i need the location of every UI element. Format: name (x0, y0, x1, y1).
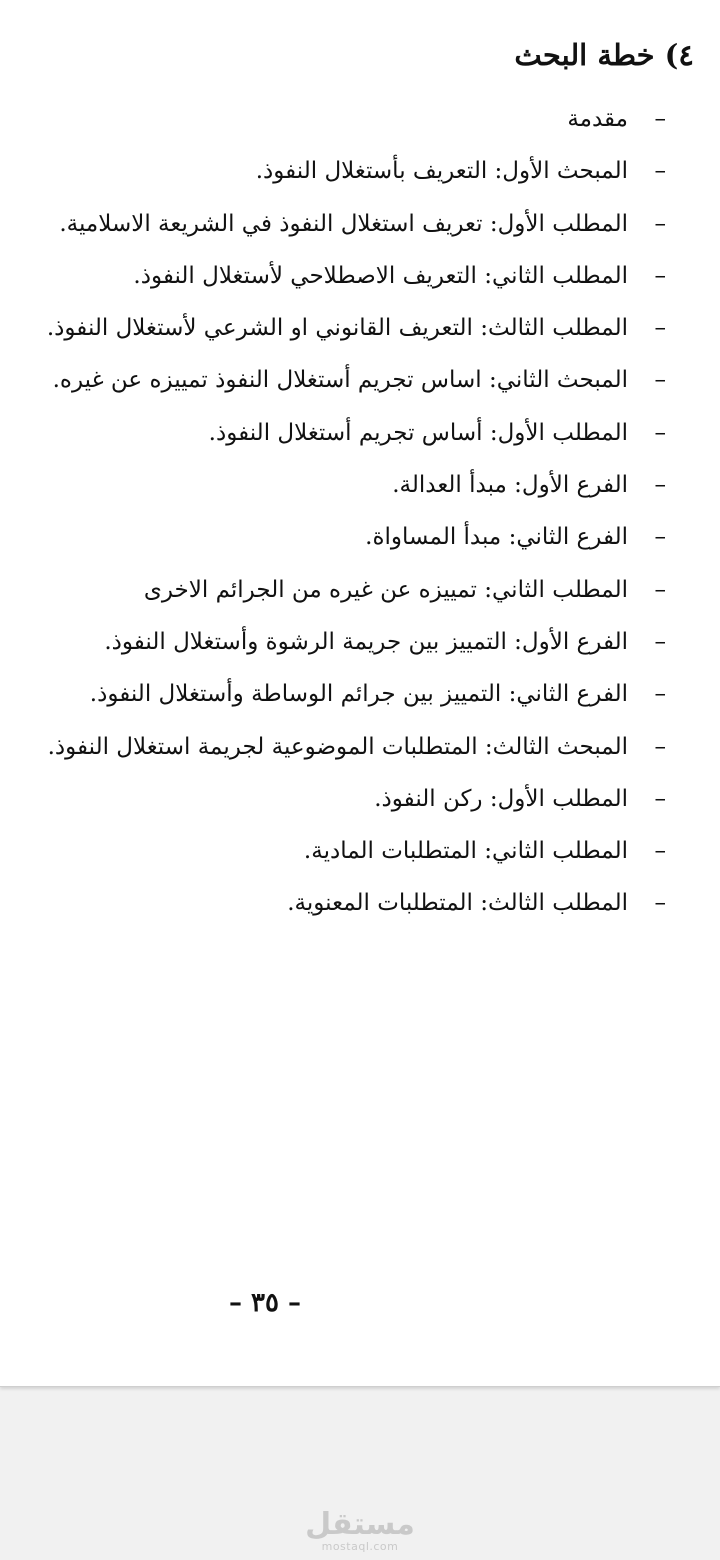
item-text: المطلب الثالث: المتطلبات المعنوية. (287, 890, 628, 917)
list-item (26, 361, 666, 413)
list-item (26, 466, 666, 518)
list-item (26, 100, 666, 152)
list-item (26, 414, 666, 466)
item-text: المطلب الثاني: المتطلبات المادية. (303, 838, 628, 865)
bullet-dash: – (654, 733, 666, 760)
list-item (26, 832, 666, 884)
bullet-dash: – (654, 472, 666, 499)
list-item (26, 518, 666, 570)
watermark-url: mostaql.com (321, 1540, 399, 1553)
item-text: المطلب الثاني: تمييزه عن غيره من الجرائم الاخرى (143, 576, 628, 603)
item-text: المطلب الثاني: التعريف الاصطلاحي لأستغلال النفوذ. (133, 262, 628, 289)
bullet-dash: – (654, 315, 666, 342)
bullet-dash: – (654, 890, 666, 917)
list-item (26, 571, 666, 623)
item-text: المطلب الأول: ركن النفوذ. (374, 785, 628, 812)
list-item (26, 257, 666, 309)
bullet-dash: – (654, 524, 666, 551)
bullet-dash: – (654, 262, 666, 289)
bullet-dash: – (654, 681, 666, 708)
item-text: مقدمة (567, 106, 628, 132)
item-text: المطلب الأول: تعريف استغلال النفوذ في الشريعة الاسلامية. (59, 210, 628, 237)
item-text: المطلب الثالث: التعريف القانوني او الشرعي لأستغلال النفوذ. (46, 315, 628, 342)
bullet-dash: – (654, 838, 666, 865)
list-item (26, 675, 666, 727)
item-text: المبحث الأول: التعريف بأستغلال النفوذ. (255, 158, 628, 185)
item-text: الفرع الأول: مبدأ العدالة. (392, 472, 628, 499)
bullet-dash: – (654, 367, 666, 394)
list-item (26, 309, 666, 361)
list-item (26, 728, 666, 780)
item-text: الفرع الثاني: التمييز بين جرائم الوساطة وأستغلال النفوذ. (89, 681, 628, 708)
list-item (26, 205, 666, 257)
bullet-dash: – (654, 419, 666, 446)
bullet-dash: – (654, 106, 666, 132)
list-item (26, 884, 666, 936)
bullet-dash: – (654, 158, 666, 185)
item-text: المبحث الثالث: المتطلبات الموضوعية لجريمة استغلال النفوذ. (47, 733, 628, 760)
list-item (26, 152, 666, 204)
list-item (26, 780, 666, 832)
bullet-dash: – (654, 576, 666, 603)
bullet-dash: – (654, 628, 666, 655)
watermark-logo: مستقل (305, 1507, 415, 1542)
item-text: المبحث الثاني: اساس تجريم أستغلال النفوذ تمييزه عن غيره. (52, 367, 628, 394)
mostaql-watermark (300, 1507, 420, 1554)
page-number: – ٣٥ – (228, 1288, 302, 1318)
section-heading: ٤) خطة البحث (514, 38, 694, 72)
list-item (26, 623, 666, 675)
bullet-dash: – (654, 210, 666, 237)
bullet-dash: – (654, 785, 666, 812)
item-text: الفرع الثاني: مبدأ المساواة. (365, 524, 628, 551)
item-text: الفرع الأول: التمييز بين جريمة الرشوة وأستغلال النفوذ. (104, 628, 628, 655)
item-text: المطلب الأول: أساس تجريم أستغلال النفوذ. (208, 419, 628, 446)
research-plan-list (26, 100, 666, 937)
